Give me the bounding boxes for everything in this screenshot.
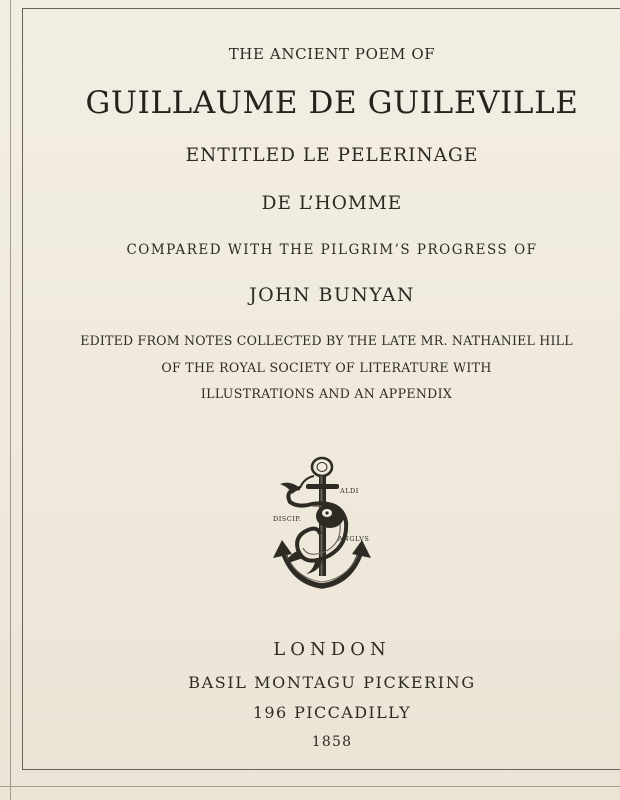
bottom-margin-rule xyxy=(0,786,620,787)
entitled-line: ENTITLED LE PELERINAGE xyxy=(185,145,479,166)
mark-label-anglus: ANGLVS xyxy=(338,535,370,543)
imprint-address: 196 PICCADILLY xyxy=(252,703,412,722)
edited-line-2: OF THE ROYAL SOCIETY OF LITERATURE WITH xyxy=(161,360,492,375)
entitled-continuation: DE L’HOMME xyxy=(261,193,403,214)
edited-line-1: EDITED FROM NOTES COLLECTED BY THE LATE MR. NATHANIEL HILL xyxy=(80,333,573,348)
mark-label-discip: DISCIP. xyxy=(273,515,302,523)
mark-label-aldi: ALDI xyxy=(340,487,359,495)
author-title: GUILLAUME DE GUILEVILLE xyxy=(85,85,579,121)
imprint-publisher: BASIL MONTAGU PICKERING xyxy=(188,673,476,692)
imprint-year: 1858 xyxy=(311,734,353,750)
edited-line-3: ILLUSTRATIONS AND AN APPENDIX xyxy=(200,386,453,401)
anchor-dolphin-icon xyxy=(270,450,390,610)
preamble-line: THE ANCIENT POEM OF xyxy=(228,45,436,63)
compared-line: COMPARED WITH THE PILGRIM’S PROGRESS OF xyxy=(126,242,538,258)
subject-name: JOHN BUNYAN xyxy=(249,284,415,306)
imprint-city: LONDON xyxy=(273,639,391,660)
